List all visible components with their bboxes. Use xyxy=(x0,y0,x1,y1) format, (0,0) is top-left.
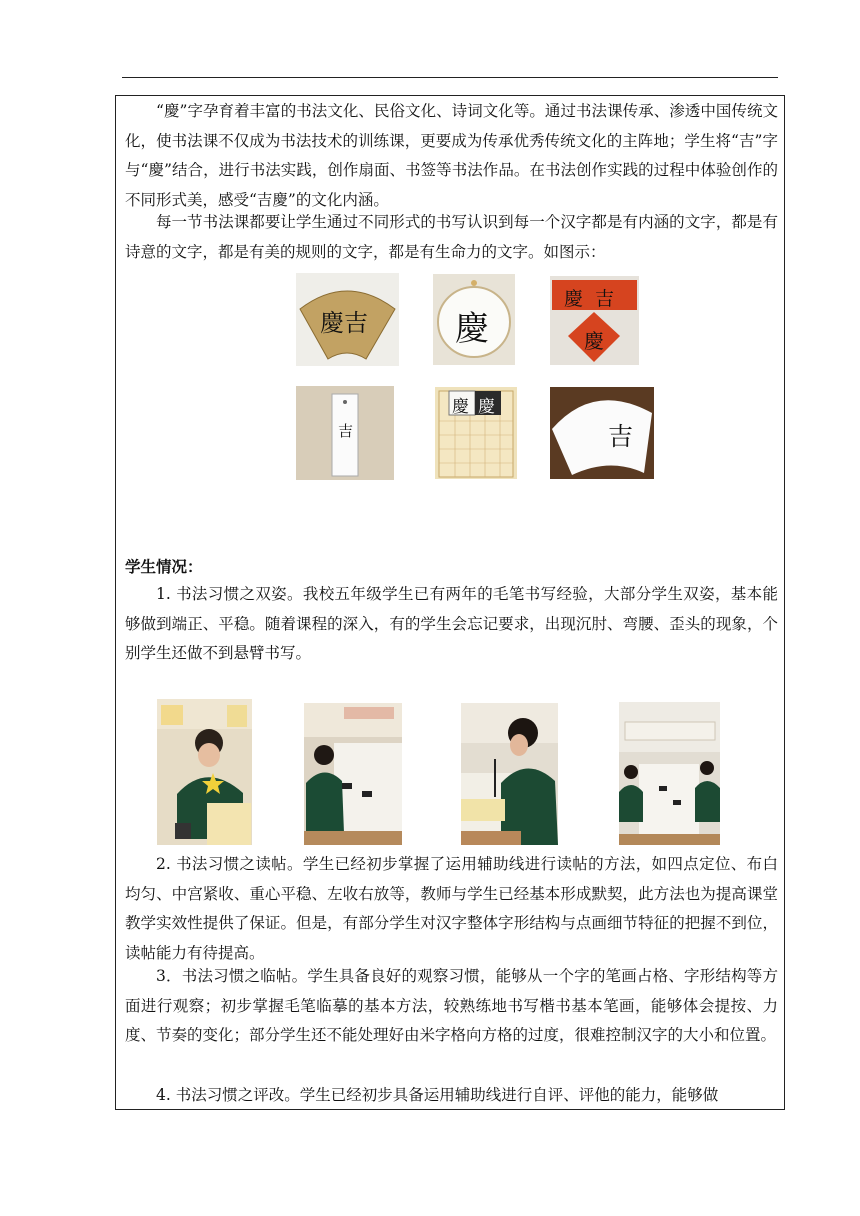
artwork-fan-ji xyxy=(550,387,654,479)
artwork-grid-practice xyxy=(435,387,517,479)
paragraph-reading-copybook: 2. 书法习惯之读帖。学生已经初步掌握了运用辅助线进行读帖的方法，如四点定位、布白均匀、中宫紧收、重心平稳、左收右放等，教师与学生已经基本形成默契，此方法也为提高课堂教学实效性提供了保证。但是，有部分学生对汉字整体字形结构与点画细节特征的把握不到位，读帖能力有待提高。 xyxy=(125,855,778,962)
paragraph-every-lesson: 每一节书法课都要让学生通过不同形式的书写认识到每一个汉字都是有内涵的文字，都是有诗意的文字，都是有美的规则的文字，都是有生命力的文字。如图示： xyxy=(125,213,778,261)
header-rule xyxy=(122,77,778,78)
photo-4-scene xyxy=(619,702,720,845)
photo-classroom xyxy=(619,702,720,845)
red-bottom-char: 慶 xyxy=(584,329,604,353)
fan2-char: 吉 xyxy=(608,422,634,451)
grid-char-black: 慶 xyxy=(478,397,495,417)
paragraph-copying: 3．书法习惯之临帖。学生具备良好的观察习惯，能够从一个字的笔画占格、字形结构等方面进行观察；初步掌握毛笔临摹的基本方法，较熟练地书写楷书基本笔画，能够体会提按、力度、节奏的变化；部分学生还不能处理好由米字格向方格的过度，很难控制汉字的大小和位置。 xyxy=(125,967,778,1044)
photo-3-scene xyxy=(461,703,558,845)
photo-student-writing-2 xyxy=(304,703,402,845)
paragraph-posture: 1. 书法习惯之双姿。我校五年级学生已有两年的毛笔书写经验，大部分学生双姿，基本能够做到端正、平稳。随着课程的深入，有的学生会忘记要求，出现沉肘、弯腰、歪头的现象，个别学生还做不到悬臂书写。 xyxy=(125,585,778,662)
grid-paper xyxy=(435,387,517,479)
photo-student-writing-3 xyxy=(461,703,558,845)
grid-char-white: 慶 xyxy=(452,397,469,417)
photo-2-scene xyxy=(304,703,402,845)
paragraph-ji-qing-culture: “慶”字孕育着丰富的书法文化、民俗文化、诗词文化等。通过书法课传承、渗透中国传统文化，使书法课不仅成为书法技术的训练课，更要成为传承优秀传统文化的主阵地；学生将“吉”字与“慶”结合，进行书法实践，创作扇面、书签等书法作品。在书法创作实践的过程中体验创作的不同形式美，感受“吉慶”的文化内涵。 xyxy=(125,102,778,209)
section-heading-student-situation: 学生情况： xyxy=(125,557,203,576)
artwork-red-diamond xyxy=(550,276,639,365)
round-char: 慶 xyxy=(455,309,489,349)
fan-char-1: 慶吉 xyxy=(320,309,368,337)
paragraph-review: 4. 书法习惯之评改。学生已经初步具备运用辅助线进行自评、评他的能力，能够做 xyxy=(156,1086,719,1104)
artwork-fan-ji-qing xyxy=(296,273,399,366)
photo-1-scene xyxy=(157,699,252,845)
photo-student-writing-1 xyxy=(157,699,252,845)
artwork-bookmark-ji xyxy=(296,386,394,480)
white-fan-shape xyxy=(550,387,654,479)
red-top-chars: 慶吉 xyxy=(564,288,627,310)
bookmark-char: 吉 xyxy=(338,422,354,440)
artwork-round-qing xyxy=(433,274,515,365)
